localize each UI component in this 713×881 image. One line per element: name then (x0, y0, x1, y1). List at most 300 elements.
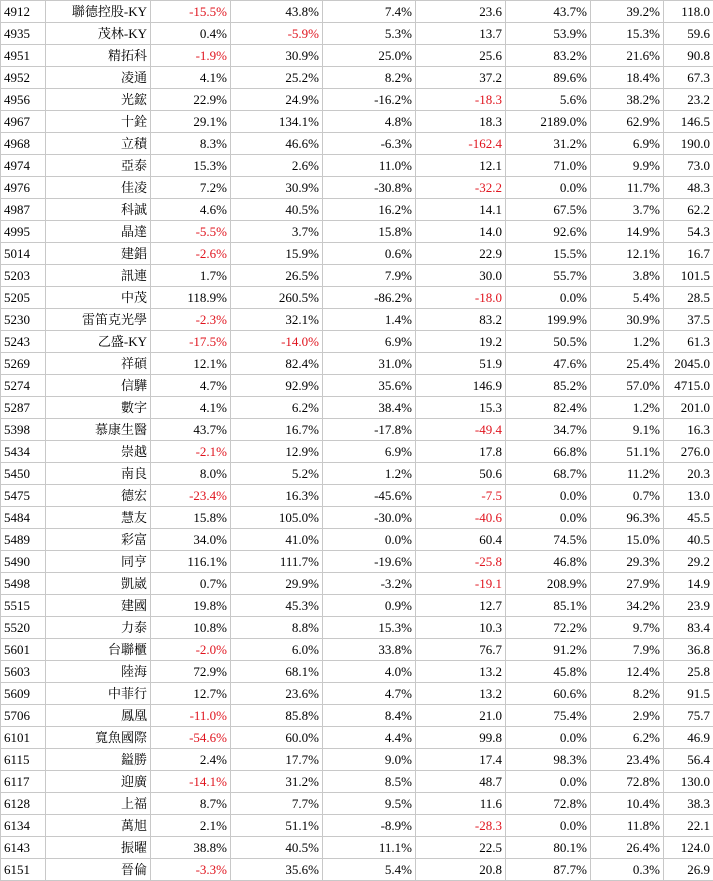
value-cell-col-2: 26.5% (231, 265, 323, 287)
value-cell-col-4: 13.2 (416, 683, 506, 705)
value-cell-col-4: 19.2 (416, 331, 506, 353)
value-cell-col-7: 62.2 (664, 199, 713, 221)
stock-name-cell: 力泰 (46, 617, 151, 639)
value-cell-col-4: 51.9 (416, 353, 506, 375)
stock-code-cell: 5515 (1, 595, 46, 617)
stock-name-cell: 鳳凰 (46, 705, 151, 727)
value-cell-col-2: 31.2% (231, 771, 323, 793)
value-cell-col-1: 8.3% (151, 133, 231, 155)
value-cell-col-7: 56.4 (664, 749, 713, 771)
value-cell-col-4: 14.1 (416, 199, 506, 221)
value-cell-col-5: 0.0% (506, 485, 591, 507)
value-cell-col-1: 0.7% (151, 573, 231, 595)
value-cell-col-3: 7.4% (323, 1, 416, 23)
value-cell-col-1: -54.6% (151, 727, 231, 749)
stock-name-cell: 科誠 (46, 199, 151, 221)
value-cell-col-1: 8.0% (151, 463, 231, 485)
value-cell-col-5: 80.1% (506, 837, 591, 859)
value-cell-col-1: 15.8% (151, 507, 231, 529)
value-cell-col-6: 14.9% (591, 221, 664, 243)
value-cell-col-6: 3.7% (591, 199, 664, 221)
value-cell-col-6: 6.9% (591, 133, 664, 155)
value-cell-col-3: 33.8% (323, 639, 416, 661)
value-cell-col-4: 50.6 (416, 463, 506, 485)
stock-code-cell: 5230 (1, 309, 46, 331)
value-cell-col-5: 91.2% (506, 639, 591, 661)
value-cell-col-2: 45.3% (231, 595, 323, 617)
table-row (1, 661, 713, 683)
stock-code-cell: 5498 (1, 573, 46, 595)
value-cell-col-1: 7.2% (151, 177, 231, 199)
value-cell-col-1: 19.8% (151, 595, 231, 617)
value-cell-col-6: 18.4% (591, 67, 664, 89)
value-cell-col-7: 190.0 (664, 133, 713, 155)
value-cell-col-5: 92.6% (506, 221, 591, 243)
value-cell-col-2: 12.9% (231, 441, 323, 463)
value-cell-col-7: 4715.0 (664, 375, 713, 397)
value-cell-col-5: 50.5% (506, 331, 591, 353)
table-row (1, 595, 713, 617)
value-cell-col-7: 201.0 (664, 397, 713, 419)
table-row (1, 705, 713, 727)
stock-name-cell: 同亨 (46, 551, 151, 573)
stock-code-cell: 4976 (1, 177, 46, 199)
stock-name-cell: 亞泰 (46, 155, 151, 177)
stock-name-cell: 慧友 (46, 507, 151, 529)
table-row (1, 353, 713, 375)
value-cell-col-5: 31.2% (506, 133, 591, 155)
value-cell-col-1: 1.7% (151, 265, 231, 287)
value-cell-col-7: 61.3 (664, 331, 713, 353)
value-cell-col-3: 9.0% (323, 749, 416, 771)
value-cell-col-7: 25.8 (664, 661, 713, 683)
value-cell-col-2: -5.9% (231, 23, 323, 45)
value-cell-col-6: 9.7% (591, 617, 664, 639)
stock-name-cell: 乙盛-KY (46, 331, 151, 353)
stock-code-cell: 5475 (1, 485, 46, 507)
stock-code-cell: 5203 (1, 265, 46, 287)
value-cell-col-1: -2.1% (151, 441, 231, 463)
value-cell-col-7: 29.2 (664, 551, 713, 573)
stock-code-cell: 4974 (1, 155, 46, 177)
stock-code-cell: 5398 (1, 419, 46, 441)
table-row (1, 485, 713, 507)
table-row (1, 243, 713, 265)
value-cell-col-2: 6.0% (231, 639, 323, 661)
stock-code-cell: 5490 (1, 551, 46, 573)
table-row (1, 463, 713, 485)
table-row (1, 375, 713, 397)
stock-code-cell: 4968 (1, 133, 46, 155)
value-cell-col-7: 23.2 (664, 89, 713, 111)
value-cell-col-3: -19.6% (323, 551, 416, 573)
value-cell-col-6: 27.9% (591, 573, 664, 595)
stock-name-cell: 數字 (46, 397, 151, 419)
table-row (1, 67, 713, 89)
value-cell-col-1: 34.0% (151, 529, 231, 551)
value-cell-col-3: 1.4% (323, 309, 416, 331)
value-cell-col-1: 2.1% (151, 815, 231, 837)
value-cell-col-3: -30.8% (323, 177, 416, 199)
value-cell-col-6: 15.0% (591, 529, 664, 551)
stock-name-cell: 立積 (46, 133, 151, 155)
value-cell-col-2: 2.6% (231, 155, 323, 177)
value-cell-col-3: -6.3% (323, 133, 416, 155)
value-cell-col-6: 62.9% (591, 111, 664, 133)
table-row (1, 441, 713, 463)
value-cell-col-7: 40.5 (664, 529, 713, 551)
stock-name-cell: 佳凌 (46, 177, 151, 199)
value-cell-col-5: 45.8% (506, 661, 591, 683)
value-cell-col-5: 53.9% (506, 23, 591, 45)
value-cell-col-6: 10.4% (591, 793, 664, 815)
table-row (1, 221, 713, 243)
value-cell-col-2: 30.9% (231, 45, 323, 67)
value-cell-col-7: 2045.0 (664, 353, 713, 375)
value-cell-col-3: -16.2% (323, 89, 416, 111)
value-cell-col-7: 67.3 (664, 67, 713, 89)
value-cell-col-7: 45.5 (664, 507, 713, 529)
value-cell-col-2: 17.7% (231, 749, 323, 771)
value-cell-col-7: 26.9 (664, 859, 713, 881)
value-cell-col-5: 46.8% (506, 551, 591, 573)
value-cell-col-6: 51.1% (591, 441, 664, 463)
value-cell-col-5: 0.0% (506, 177, 591, 199)
value-cell-col-1: -1.9% (151, 45, 231, 67)
value-cell-col-6: 25.4% (591, 353, 664, 375)
value-cell-col-3: 6.9% (323, 441, 416, 463)
value-cell-col-4: -7.5 (416, 485, 506, 507)
table-row (1, 309, 713, 331)
value-cell-col-1: 8.7% (151, 793, 231, 815)
value-cell-col-2: 8.8% (231, 617, 323, 639)
table-row (1, 265, 713, 287)
value-cell-col-3: 5.4% (323, 859, 416, 881)
value-cell-col-5: 34.7% (506, 419, 591, 441)
value-cell-col-2: 260.5% (231, 287, 323, 309)
stock-code-cell: 4952 (1, 67, 46, 89)
value-cell-col-2: 7.7% (231, 793, 323, 815)
value-cell-col-6: 57.0% (591, 375, 664, 397)
value-cell-col-1: 10.8% (151, 617, 231, 639)
value-cell-col-1: 2.4% (151, 749, 231, 771)
value-cell-col-2: 92.9% (231, 375, 323, 397)
value-cell-col-4: -18.3 (416, 89, 506, 111)
stock-code-cell: 4987 (1, 199, 46, 221)
value-cell-col-5: 55.7% (506, 265, 591, 287)
value-cell-col-6: 39.2% (591, 1, 664, 23)
table-row (1, 507, 713, 529)
stock-name-cell: 迎廣 (46, 771, 151, 793)
table-row (1, 331, 713, 353)
value-cell-col-7: 37.5 (664, 309, 713, 331)
value-cell-col-5: 68.7% (506, 463, 591, 485)
value-cell-col-6: 6.2% (591, 727, 664, 749)
table-row (1, 793, 713, 815)
value-cell-col-3: -8.9% (323, 815, 416, 837)
stock-name-cell: 中菲行 (46, 683, 151, 705)
table-row (1, 1, 713, 23)
value-cell-col-5: 0.0% (506, 507, 591, 529)
value-cell-col-4: -25.8 (416, 551, 506, 573)
value-cell-col-1: 4.7% (151, 375, 231, 397)
stock-code-cell: 5269 (1, 353, 46, 375)
value-cell-col-1: 4.1% (151, 67, 231, 89)
value-cell-col-2: 35.6% (231, 859, 323, 881)
value-cell-col-5: 85.2% (506, 375, 591, 397)
value-cell-col-7: 101.5 (664, 265, 713, 287)
value-cell-col-5: 0.0% (506, 771, 591, 793)
value-cell-col-2: 5.2% (231, 463, 323, 485)
value-cell-col-6: 3.8% (591, 265, 664, 287)
stock-name-cell: 寬魚國際 (46, 727, 151, 749)
value-cell-col-4: 15.3 (416, 397, 506, 419)
stock-code-cell: 5603 (1, 661, 46, 683)
value-cell-col-3: -45.6% (323, 485, 416, 507)
table-row (1, 529, 713, 551)
value-cell-col-3: 0.6% (323, 243, 416, 265)
stock-code-cell: 6115 (1, 749, 46, 771)
value-cell-col-4: -18.0 (416, 287, 506, 309)
value-cell-col-5: 82.4% (506, 397, 591, 419)
value-cell-col-6: 12.1% (591, 243, 664, 265)
value-cell-col-3: 38.4% (323, 397, 416, 419)
value-cell-col-3: -30.0% (323, 507, 416, 529)
value-cell-col-5: 2189.0% (506, 111, 591, 133)
value-cell-col-7: 146.5 (664, 111, 713, 133)
value-cell-col-3: 6.9% (323, 331, 416, 353)
value-cell-col-7: 83.4 (664, 617, 713, 639)
value-cell-col-2: 29.9% (231, 573, 323, 595)
stock-name-cell: 南良 (46, 463, 151, 485)
table-row (1, 133, 713, 155)
value-cell-col-2: 41.0% (231, 529, 323, 551)
stock-name-cell: 建國 (46, 595, 151, 617)
value-cell-col-2: 51.1% (231, 815, 323, 837)
value-cell-col-1: 4.6% (151, 199, 231, 221)
value-cell-col-3: 0.9% (323, 595, 416, 617)
table-row (1, 639, 713, 661)
value-cell-col-4: 22.5 (416, 837, 506, 859)
value-cell-col-2: 6.2% (231, 397, 323, 419)
value-cell-col-7: 22.1 (664, 815, 713, 837)
value-cell-col-4: 146.9 (416, 375, 506, 397)
value-cell-col-1: -5.5% (151, 221, 231, 243)
stock-code-cell: 5434 (1, 441, 46, 463)
table-row (1, 859, 713, 881)
value-cell-col-7: 54.3 (664, 221, 713, 243)
value-cell-col-3: 4.7% (323, 683, 416, 705)
value-cell-col-6: 26.4% (591, 837, 664, 859)
value-cell-col-2: 40.5% (231, 837, 323, 859)
value-cell-col-3: 31.0% (323, 353, 416, 375)
value-cell-col-5: 0.0% (506, 815, 591, 837)
stock-code-cell: 5205 (1, 287, 46, 309)
value-cell-col-6: 11.7% (591, 177, 664, 199)
value-cell-col-4: 76.7 (416, 639, 506, 661)
stock-code-cell: 5706 (1, 705, 46, 727)
value-cell-col-5: 98.3% (506, 749, 591, 771)
table-row (1, 89, 713, 111)
stock-code-cell: 4935 (1, 23, 46, 45)
value-cell-col-3: 15.8% (323, 221, 416, 243)
value-cell-col-4: 60.4 (416, 529, 506, 551)
stock-code-cell: 6101 (1, 727, 46, 749)
value-cell-col-7: 16.3 (664, 419, 713, 441)
value-cell-col-4: 13.7 (416, 23, 506, 45)
stock-code-cell: 6143 (1, 837, 46, 859)
stock-code-cell: 4995 (1, 221, 46, 243)
value-cell-col-6: 1.2% (591, 397, 664, 419)
value-cell-col-7: 28.5 (664, 287, 713, 309)
value-cell-col-2: 46.6% (231, 133, 323, 155)
value-cell-col-2: 25.2% (231, 67, 323, 89)
value-cell-col-7: 124.0 (664, 837, 713, 859)
value-cell-col-6: 23.4% (591, 749, 664, 771)
value-cell-col-5: 89.6% (506, 67, 591, 89)
value-cell-col-4: 11.6 (416, 793, 506, 815)
value-cell-col-6: 8.2% (591, 683, 664, 705)
value-cell-col-1: 15.3% (151, 155, 231, 177)
value-cell-col-6: 0.7% (591, 485, 664, 507)
table-row (1, 771, 713, 793)
value-cell-col-7: 16.7 (664, 243, 713, 265)
value-cell-col-1: -3.3% (151, 859, 231, 881)
value-cell-col-7: 91.5 (664, 683, 713, 705)
value-cell-col-5: 87.7% (506, 859, 591, 881)
value-cell-col-3: 7.9% (323, 265, 416, 287)
value-cell-col-4: 25.6 (416, 45, 506, 67)
value-cell-col-7: 23.9 (664, 595, 713, 617)
value-cell-col-5: 47.6% (506, 353, 591, 375)
stock-code-cell: 5520 (1, 617, 46, 639)
value-cell-col-5: 71.0% (506, 155, 591, 177)
table-row (1, 111, 713, 133)
value-cell-col-2: 15.9% (231, 243, 323, 265)
value-cell-col-6: 7.9% (591, 639, 664, 661)
value-cell-col-4: 83.2 (416, 309, 506, 331)
value-cell-col-5: 5.6% (506, 89, 591, 111)
value-cell-col-5: 85.1% (506, 595, 591, 617)
value-cell-col-3: 1.2% (323, 463, 416, 485)
value-cell-col-6: 72.8% (591, 771, 664, 793)
value-cell-col-3: 8.4% (323, 705, 416, 727)
value-cell-col-3: 9.5% (323, 793, 416, 815)
table-row (1, 397, 713, 419)
value-cell-col-7: 276.0 (664, 441, 713, 463)
table-row (1, 551, 713, 573)
stock-code-cell: 5609 (1, 683, 46, 705)
value-cell-col-3: 4.8% (323, 111, 416, 133)
value-cell-col-5: 74.5% (506, 529, 591, 551)
value-cell-col-4: 99.8 (416, 727, 506, 749)
value-cell-col-3: 15.3% (323, 617, 416, 639)
value-cell-col-3: -86.2% (323, 287, 416, 309)
value-cell-col-4: 22.9 (416, 243, 506, 265)
value-cell-col-3: -3.2% (323, 573, 416, 595)
stock-code-cell: 6117 (1, 771, 46, 793)
value-cell-col-6: 9.9% (591, 155, 664, 177)
value-cell-col-4: 14.0 (416, 221, 506, 243)
table-row (1, 23, 713, 45)
value-cell-col-4: 10.3 (416, 617, 506, 639)
value-cell-col-4: 12.7 (416, 595, 506, 617)
stock-name-cell: 彩富 (46, 529, 151, 551)
value-cell-col-2: 30.9% (231, 177, 323, 199)
value-cell-col-1: -15.5% (151, 1, 231, 23)
value-cell-col-2: 24.9% (231, 89, 323, 111)
value-cell-col-4: 30.0 (416, 265, 506, 287)
stock-code-cell: 4912 (1, 1, 46, 23)
value-cell-col-2: 43.8% (231, 1, 323, 23)
stock-code-cell: 6128 (1, 793, 46, 815)
stock-name-cell: 凌通 (46, 67, 151, 89)
value-cell-col-7: 118.0 (664, 1, 713, 23)
value-cell-col-3: 35.6% (323, 375, 416, 397)
value-cell-col-6: 12.4% (591, 661, 664, 683)
table-row (1, 177, 713, 199)
value-cell-col-2: 134.1% (231, 111, 323, 133)
stock-code-cell: 6151 (1, 859, 46, 881)
stock-code-cell: 5484 (1, 507, 46, 529)
stock-name-cell: 建錩 (46, 243, 151, 265)
stock-code-cell: 5489 (1, 529, 46, 551)
stock-code-cell: 5287 (1, 397, 46, 419)
value-cell-col-5: 199.9% (506, 309, 591, 331)
value-cell-col-6: 29.3% (591, 551, 664, 573)
value-cell-col-2: 16.7% (231, 419, 323, 441)
stock-code-cell: 4951 (1, 45, 46, 67)
stock-name-cell: 信驊 (46, 375, 151, 397)
value-cell-col-4: 37.2 (416, 67, 506, 89)
value-cell-col-5: 75.4% (506, 705, 591, 727)
value-cell-col-1: -11.0% (151, 705, 231, 727)
value-cell-col-2: 23.6% (231, 683, 323, 705)
value-cell-col-1: -2.6% (151, 243, 231, 265)
value-cell-col-5: 15.5% (506, 243, 591, 265)
value-cell-col-4: 13.2 (416, 661, 506, 683)
value-cell-col-5: 0.0% (506, 287, 591, 309)
value-cell-col-7: 130.0 (664, 771, 713, 793)
value-cell-col-5: 66.8% (506, 441, 591, 463)
stock-name-cell: 崇越 (46, 441, 151, 463)
stock-name-cell: 雷笛克光學 (46, 309, 151, 331)
value-cell-col-5: 60.6% (506, 683, 591, 705)
table-row (1, 45, 713, 67)
value-cell-col-3: 11.1% (323, 837, 416, 859)
value-cell-col-4: 17.4 (416, 749, 506, 771)
value-cell-col-7: 90.8 (664, 45, 713, 67)
value-cell-col-7: 46.9 (664, 727, 713, 749)
value-cell-col-3: 4.4% (323, 727, 416, 749)
value-cell-col-6: 11.8% (591, 815, 664, 837)
value-cell-col-5: 72.8% (506, 793, 591, 815)
stock-name-cell: 台聯櫃 (46, 639, 151, 661)
value-cell-col-3: 25.0% (323, 45, 416, 67)
value-cell-col-1: 22.9% (151, 89, 231, 111)
stock-name-cell: 訊連 (46, 265, 151, 287)
value-cell-col-2: 85.8% (231, 705, 323, 727)
value-cell-col-3: 0.0% (323, 529, 416, 551)
value-cell-col-4: 12.1 (416, 155, 506, 177)
value-cell-col-6: 30.9% (591, 309, 664, 331)
value-cell-col-3: 8.5% (323, 771, 416, 793)
value-cell-col-4: 21.0 (416, 705, 506, 727)
value-cell-col-7: 36.8 (664, 639, 713, 661)
stock-name-cell: 光鋐 (46, 89, 151, 111)
stock-code-cell: 4967 (1, 111, 46, 133)
value-cell-col-6: 34.2% (591, 595, 664, 617)
